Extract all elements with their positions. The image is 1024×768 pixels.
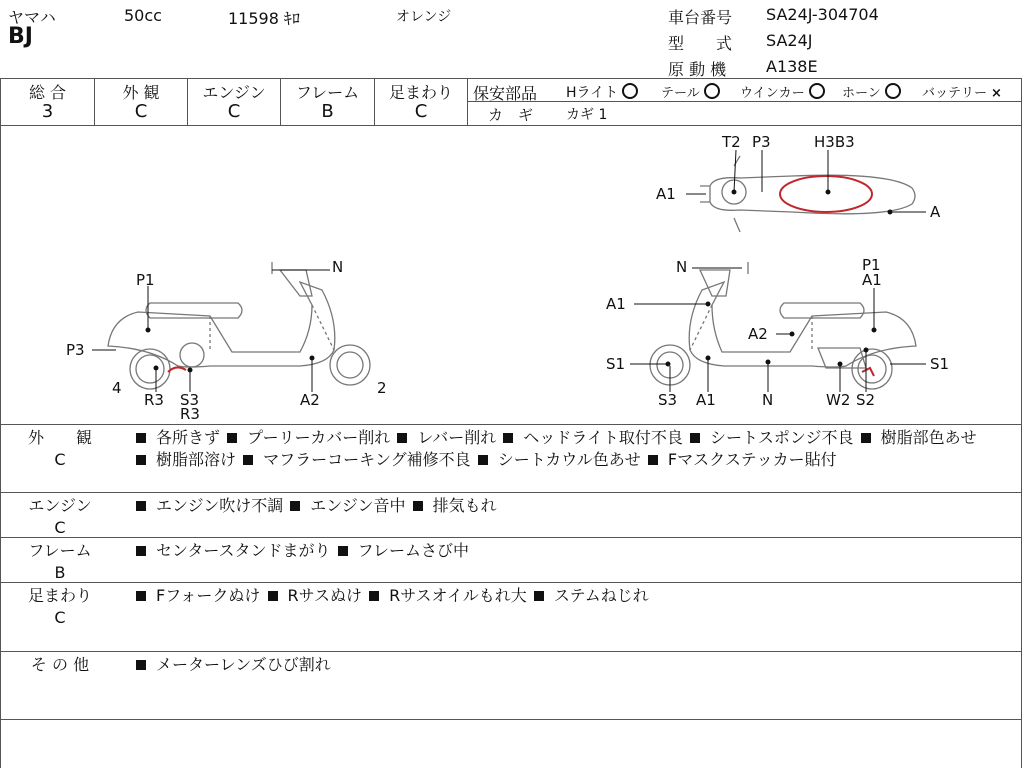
engine: A138E (766, 57, 818, 76)
label-s1: S1 (930, 355, 950, 373)
bullet-square-icon (503, 433, 513, 443)
safety-headlight: Hライト (566, 82, 638, 102)
color: オレンジ (396, 9, 452, 25)
mileage: 11598 ｷﾛ (228, 9, 300, 28)
label-2: 2 (377, 379, 387, 397)
comment-label-suspension: 足まわり C (27, 586, 92, 627)
bullet-square-icon (478, 455, 488, 465)
bullet-square-icon (861, 433, 871, 443)
label-p1: P1 (862, 256, 881, 274)
comment-frame: センタースタンドまがり フレームさび中 (134, 540, 1018, 562)
label-a1: A1 (606, 295, 626, 313)
damage-mark-right (862, 368, 874, 376)
label-w2: W2 (826, 391, 851, 409)
ok-circle-icon (622, 83, 638, 99)
displacement: 50cc (124, 6, 162, 25)
safety-horn: ホーン (842, 82, 901, 101)
bullet-square-icon (227, 433, 237, 443)
bullet-square-icon (136, 455, 146, 465)
grade-header-suspension: 足まわり (388, 83, 453, 102)
frame-no-label: 車台番号 (668, 8, 733, 27)
label-r3: R3 (144, 391, 164, 409)
divider (0, 651, 1022, 652)
damage-mark-left (168, 367, 186, 372)
label-a1: A1 (862, 271, 882, 289)
label-s3: S3 (180, 391, 200, 409)
maker: ヤマハ (8, 8, 56, 27)
divider (467, 78, 468, 125)
comment-label-frame: フレーム B (28, 541, 92, 582)
scooter-top-view (700, 156, 915, 232)
bullet-square-icon (690, 433, 700, 443)
grade-suspension: C (414, 101, 428, 122)
grade-frame: B (321, 101, 334, 122)
label-t2: T2 (722, 133, 741, 151)
safety-winker: ウインカー (740, 82, 825, 101)
label-s2: S2 (856, 391, 876, 409)
bullet-square-icon (136, 546, 146, 556)
divider (0, 492, 1022, 493)
grade-header-engine: エンジン (202, 83, 266, 102)
divider (0, 719, 1022, 720)
divider (0, 424, 1022, 425)
comment-label-exterior: 外 観 C (27, 428, 92, 469)
model-type: SA24J (766, 31, 813, 50)
frame-no: SA24J-304704 (766, 5, 879, 24)
grade-header-frame: フレーム (295, 83, 360, 102)
comment-engine: エンジン吹け不調 エンジン音中 排気もれ (134, 495, 1018, 517)
comment-exterior: 各所きず プーリーカバー削れ レバー削れ ヘッドライト取付不良 シートスポンジ不良 樹脂部色あせ 樹脂部溶け マフラーコーキング補修不良 シートカウル色あせ Fマスクステッカー貼付 (134, 427, 1018, 471)
label-p3: P3 (752, 133, 771, 151)
label-n: N (332, 258, 344, 276)
label-p3: P3 (66, 341, 85, 359)
label-n: N (762, 391, 774, 409)
bullet-square-icon (268, 591, 278, 601)
divider (467, 101, 1022, 102)
comment-other: メーターレンズひび割れ (134, 654, 1018, 676)
label-r3: R3 (180, 405, 200, 423)
damage-marks (168, 176, 874, 376)
bullet-square-icon (338, 546, 348, 556)
safety-title: 保安部品 (473, 84, 538, 103)
label-a2: A2 (748, 325, 768, 343)
grade-header-exterior: 外 観 (122, 83, 160, 102)
bullet-square-icon (136, 660, 146, 670)
grade-overall: 3 (41, 101, 54, 122)
ng-cross-icon: × (991, 86, 1002, 101)
grade-header-overall: 総 合 (28, 83, 67, 102)
label-s3: S3 (658, 391, 678, 409)
label-a2: A2 (300, 391, 320, 409)
bullet-square-icon (397, 433, 407, 443)
divider (0, 78, 1022, 79)
label-n: N (676, 258, 688, 276)
bullet-square-icon (413, 501, 423, 511)
key-value: カギ 1 (566, 107, 608, 123)
label-4: 4 (112, 379, 122, 397)
label-a1: A1 (696, 391, 716, 409)
grade-engine: C (227, 101, 241, 122)
label-s1: S1 (606, 355, 626, 373)
bullet-square-icon (136, 433, 146, 443)
label-a1: A1 (656, 185, 676, 203)
bullet-square-icon (136, 501, 146, 511)
bullet-square-icon (648, 455, 658, 465)
comment-suspension: Fフォークぬけ Rサスぬけ Rサスオイルもれ大 ステムねじれ (134, 585, 1018, 607)
safety-battery: バッテリー × (922, 86, 1002, 101)
label-p1: P1 (136, 271, 155, 289)
safety-taillight: テール (661, 82, 720, 101)
bullet-square-icon (369, 591, 379, 601)
damage-mark-seat (780, 176, 872, 212)
key-label: カ ギ (488, 106, 534, 124)
label-a: A (930, 203, 941, 221)
damage-diagram (0, 126, 1022, 424)
ok-circle-icon (809, 83, 825, 99)
bullet-square-icon (534, 591, 544, 601)
grade-exterior: C (134, 101, 148, 122)
bullet-square-icon (290, 501, 300, 511)
model-type-label: 型 式 (668, 34, 733, 53)
divider (0, 582, 1022, 583)
engine-label: 原 動 機 (668, 60, 727, 79)
bullet-square-icon (136, 591, 146, 601)
comment-label-other: そ の 他 (30, 655, 90, 674)
ok-circle-icon (885, 83, 901, 99)
bullet-square-icon (243, 455, 253, 465)
ok-circle-icon (704, 83, 720, 99)
label-h3b3: H3B3 (814, 133, 855, 151)
divider (0, 537, 1022, 538)
model-name: BJ (8, 24, 33, 49)
comment-label-engine: エンジン C (28, 496, 92, 537)
